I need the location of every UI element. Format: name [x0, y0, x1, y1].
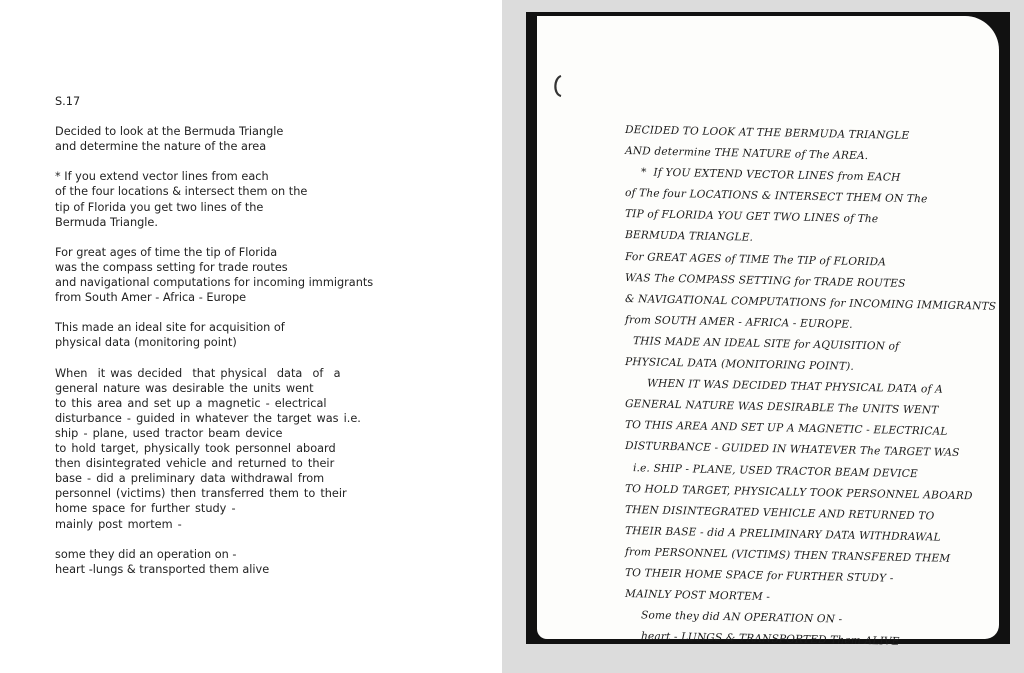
transcript-line: mainly post mortem - — [55, 517, 182, 531]
transcript-line: * If you extend vector lines from each — [55, 170, 269, 184]
transcript-line: heart -lungs & transported them alive — [55, 562, 270, 576]
transcript-line: base - did a preliminary data withdrawal from — [55, 472, 325, 486]
handwritten-line: & NAVIGATIONAL COMPUTATIONS for INCOMING IMMIGRANTS — [624, 292, 997, 313]
handwritten-line: DECIDED TO LOOK AT THE BERMUDA TRIANGLE — [624, 124, 910, 142]
handwritten-line: GENERAL NATURE WAS DESIRABLE The UNITS WENT — [624, 398, 939, 417]
transcript-line: general nature was desirable the units went — [55, 381, 314, 395]
handwritten-scan-page — [537, 16, 999, 648]
handwritten-line: PHYSICAL DATA (MONITORING POINT). — [624, 356, 855, 373]
handwritten-line: from PERSONNEL (VICTIMS) THEN TRANSFERED THEM — [624, 545, 951, 565]
transcript-line: tip of Florida you get two lines of the — [55, 200, 264, 214]
handwritten-line: of The four LOCATIONS & INTERSECT THEM ON The — [624, 187, 928, 206]
handwritten-line: * If YOU EXTEND VECTOR LINES from EACH — [640, 166, 901, 184]
transcript-paragraph — [55, 320, 455, 350]
transcript-line: to this area and set up a magnetic - electrical — [55, 396, 327, 410]
handwritten-line: from SOUTH AMER - AFRICA - EUROPE. — [624, 313, 853, 331]
transcript-line: physical data (monitoring point) — [55, 336, 237, 350]
handwritten-line: THEIR BASE - did A PRELIMINARY DATA WITHDRAWAL — [624, 524, 941, 544]
handwritten-line: TO HOLD TARGET, PHYSICALLY TOOK PERSONNEL ABOARD — [624, 482, 973, 502]
transcript-paragraph — [55, 366, 455, 532]
handwritten-line: WAS The COMPASS SETTING for TRADE ROUTES — [624, 271, 906, 290]
transcript-line: This made an ideal site for acquisition of — [55, 321, 285, 335]
page-number: S.17 — [55, 95, 81, 108]
handwritten-line: TO THIS AREA AND SET UP A MAGNETIC - ELECTRICAL — [624, 419, 948, 439]
handwritten-line: THEN DISINTEGRATED VEHICLE AND RETURNED TO — [624, 503, 935, 523]
transcript-paragraph — [55, 169, 455, 229]
transcript-line: and determine the nature of the area — [55, 140, 267, 154]
binder-punch-mark-icon — [551, 74, 565, 98]
handwritten-line: AND determine THE NATURE of The AREA. — [624, 145, 869, 163]
transcript-line: to hold target, physically took personnel aboard — [55, 442, 336, 456]
transcript-paragraph — [55, 547, 455, 577]
handwritten-line: MAINLY POST MORTEM - — [624, 588, 771, 604]
handwritten-line: i.e. SHIP - PLANE, USED TRACTOR BEAM DEVICE — [632, 461, 918, 480]
transcript-line: For great ages of time the tip of Florida — [55, 245, 278, 259]
transcript-line: Decided to look at the Bermuda Triangle — [55, 125, 284, 139]
transcript-line: Bermuda Triangle. — [55, 215, 158, 229]
transcript-line: then disintegrated vehicle and returned to their — [55, 457, 335, 471]
transcript-line: home space for further study - — [55, 502, 236, 516]
handwritten-line: TIP of FLORIDA YOU GET TWO LINES of The — [624, 208, 879, 226]
handwritten-line: TO THEIR HOME SPACE for FURTHER STUDY - — [624, 566, 894, 585]
handwritten-line: THIS MADE AN IDEAL SITE for AQUISITION of — [632, 335, 900, 353]
handwritten-line: BERMUDA TRIANGLE. — [624, 229, 754, 245]
handwritten-line: Some they did AN OPERATION ON - — [640, 609, 843, 626]
transcript-line: from South Amer - Africa - Europe — [55, 291, 247, 305]
transcript-line: was the compass setting for trade routes — [55, 260, 288, 274]
handwritten-line: For GREAT AGES of TIME The TIP of FLORIDA — [624, 250, 887, 269]
transcript-line: disturbance - guided in whatever the target was i.e. — [55, 411, 361, 425]
transcript-line: and navigational computations for incoming immigrants — [55, 276, 374, 290]
handwritten-line: DISTURBANCE - GUIDED IN WHATEVER The TARGET WAS — [624, 440, 960, 460]
transcript-line: of the four locations & intersect them on the — [55, 185, 308, 199]
transcript-paragraph — [55, 245, 455, 305]
transcript-panel — [55, 94, 455, 592]
handwritten-line: WHEN IT WAS DECIDED THAT PHYSICAL DATA of A — [646, 377, 944, 396]
handwritten-line: heart - LUNGS & TRANSPORTED Them ALIVE — [640, 630, 900, 648]
transcript-line: ship - plane, used tractor beam device — [55, 426, 283, 440]
transcript-line: personnel (victims) then transferred them to their — [55, 487, 347, 501]
transcript-line: some they did an operation on - — [55, 547, 237, 561]
handwritten-text — [624, 120, 997, 648]
transcript-paragraph — [55, 124, 455, 154]
transcript-line: When it was decided that physical data of a — [55, 366, 341, 380]
